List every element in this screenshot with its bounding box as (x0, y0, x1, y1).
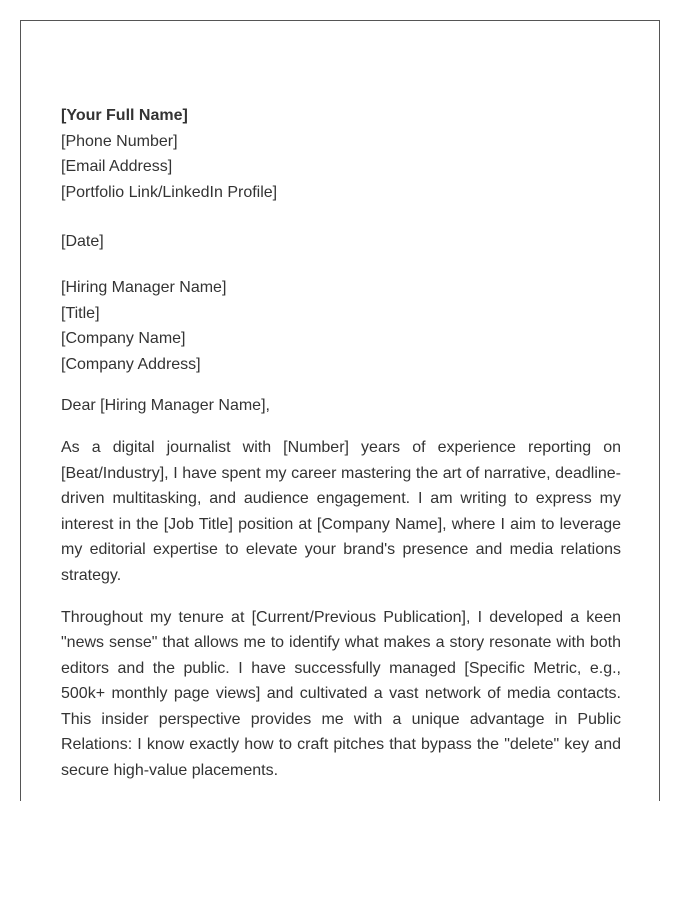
body-paragraph-1: As a digital journalist with [Number] years of experience reporting on [Beat/Industry], I have spent my career mastering the art of narrative, deadline-driven multitasking, and audience engagement. I am writing to express my interest in the [Job Title] position at [Company Name], where I aim to leverage my editorial expertise to elevate your brand's presence and media relations strategy. (61, 438, 621, 584)
sender-name: [Your Full Name] (61, 107, 188, 124)
recipient-hiring-manager: [Hiring Manager Name] (61, 278, 227, 296)
letter-page (20, 20, 660, 801)
recipient-title: [Title] (61, 304, 100, 322)
recipient-block (61, 275, 621, 377)
salutation: Dear [Hiring Manager Name], (61, 397, 270, 415)
sender-phone: [Phone Number] (61, 132, 178, 150)
letter-date: [Date] (61, 233, 104, 251)
recipient-company: [Company Name] (61, 330, 186, 348)
sender-portfolio: [Portfolio Link/LinkedIn Profile] (61, 183, 278, 201)
sender-block (61, 103, 621, 205)
sender-email: [Email Address] (61, 158, 173, 176)
recipient-address: [Company Address] (61, 355, 201, 373)
letter-content (61, 103, 621, 784)
body-paragraph-2: Throughout my tenure at [Current/Previous Publication], I developed a keen "news sense" that allows me to identify what makes a story resonate with both editors and the public. I have successfully managed [Specific Metric, e.g., 500k+ monthly page views] and cultivated a vast network of media contacts. This insider perspective provides me with a unique advantage in Public Relations: I know exactly how to craft pitches that bypass the "delete" key and secure high-value placements. (61, 608, 621, 780)
